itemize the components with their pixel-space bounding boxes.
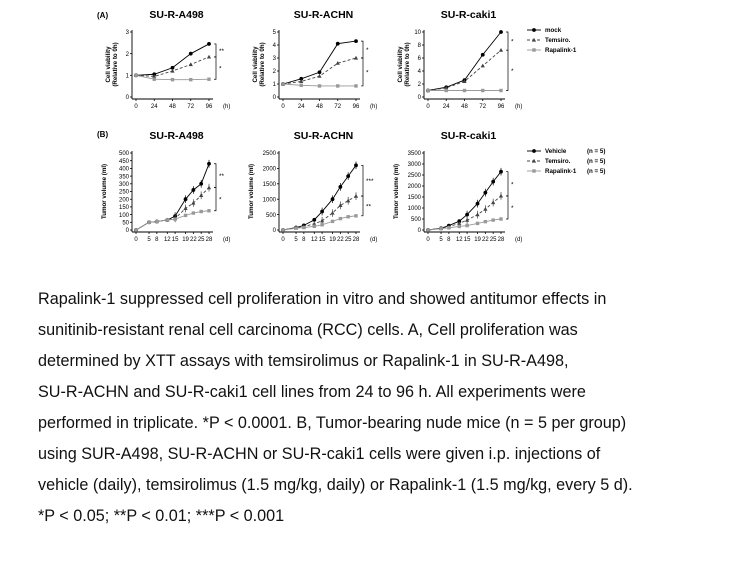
y-axis-label <box>252 42 266 86</box>
x-tick-label: 25 <box>197 237 205 243</box>
data-point <box>155 220 158 223</box>
data-point <box>166 218 169 221</box>
x-tick-label: 0 <box>426 237 430 243</box>
data-point <box>465 224 468 227</box>
data-point <box>189 78 192 81</box>
data-point <box>532 169 535 172</box>
data-point <box>184 214 187 217</box>
data-point <box>346 215 349 218</box>
y-tick-label: 3 <box>125 30 129 37</box>
y-tick-label: 0 <box>125 228 129 235</box>
x-tick-label: 25 <box>344 237 352 243</box>
y-tick-label: 1000 <box>407 206 421 213</box>
data-point <box>354 194 358 198</box>
data-point <box>294 226 297 229</box>
significance-bracket <box>506 50 508 90</box>
x-tick-label: 0 <box>281 104 285 110</box>
chart-panel <box>101 130 230 243</box>
y-tick-label: 2000 <box>407 184 421 191</box>
data-point <box>475 212 479 216</box>
data-point <box>317 74 321 78</box>
y-tick-label: 1 <box>272 82 276 89</box>
data-point <box>318 84 321 87</box>
y-tick-label: 450 <box>118 158 129 165</box>
data-point <box>170 69 174 73</box>
significance-label: ** <box>219 173 225 181</box>
x-axis-label: (d) <box>223 237 231 243</box>
data-point <box>354 56 358 60</box>
significance-label: ** <box>219 47 225 55</box>
series-line <box>136 164 209 230</box>
data-point <box>476 222 479 225</box>
data-point <box>445 89 448 92</box>
data-point <box>336 84 339 87</box>
y-axis-label-line: (Relative to 0h) <box>404 42 411 87</box>
x-tick-label: 96 <box>497 104 505 110</box>
data-point <box>153 78 156 81</box>
data-point <box>281 228 284 231</box>
y-tick-label: 150 <box>118 205 129 212</box>
y-tick-label: 0 <box>272 228 276 235</box>
x-tick-label: 28 <box>205 237 213 243</box>
x-tick-label: 0 <box>281 237 285 243</box>
data-point <box>346 199 350 203</box>
y-tick-label: 0 <box>417 228 421 235</box>
y-axis-label-line: Cell viability <box>105 46 112 83</box>
panel-label-a: (A) <box>97 11 109 20</box>
caption-line: vehicle (daily), temsirolimus (1.5 mg/kg, daily) or Rapalink-1 (1.5 mg/kg, every 5 d). <box>38 476 633 494</box>
y-tick-label: 10 <box>414 30 421 37</box>
x-tick-label: 28 <box>352 237 360 243</box>
y-tick-label: 4 <box>417 69 421 76</box>
y-axis-label <box>397 42 411 86</box>
legend-entry: Temsiro. <box>545 158 571 166</box>
significance-label: * <box>511 204 514 212</box>
data-point <box>199 210 202 213</box>
data-point <box>313 225 316 228</box>
data-point <box>189 52 193 56</box>
caption-line: performed in triplicate. *P < 0.0001. B, Tumor-bearing nude mice (n = 5 per group) <box>38 414 627 432</box>
chart-title: SU-R-A498 <box>149 130 204 142</box>
x-tick-label: 8 <box>302 237 306 243</box>
chart-panel <box>252 9 377 110</box>
y-axis-label <box>393 164 400 219</box>
data-point <box>320 223 323 226</box>
y-axis-label <box>248 164 255 219</box>
y-axis-label-line: Tumor volume (ml) <box>101 163 108 220</box>
significance-label: * <box>366 47 369 55</box>
y-axis-label-line: Tumor volume (ml) <box>248 163 255 220</box>
y-tick-label: 2 <box>417 82 421 89</box>
y-tick-label: 3 <box>272 56 276 63</box>
significance-label: * <box>366 69 369 77</box>
x-tick-label: 0 <box>134 237 138 243</box>
x-tick-label: 19 <box>329 237 336 243</box>
significance-label: ** <box>366 203 372 211</box>
significance-bracket <box>214 188 216 211</box>
data-point <box>354 39 358 43</box>
y-axis-label-line: Cell viability <box>252 46 259 83</box>
significance-label: * <box>219 65 222 73</box>
chart-panel <box>105 9 230 110</box>
y-tick-label: 2000 <box>262 166 276 173</box>
x-tick-label: 5 <box>147 237 151 243</box>
significance-bracket <box>506 196 508 219</box>
data-point <box>491 218 494 221</box>
data-point <box>207 209 210 212</box>
data-point <box>458 225 461 228</box>
data-point <box>134 228 137 231</box>
legend <box>527 148 605 175</box>
y-axis-label-line: Tumor volume (ml) <box>393 163 400 220</box>
caption-line: sunitinib-resistant renal cell carcinoma (RCC) cells. A, Cell proliferation was <box>38 321 578 339</box>
y-tick-label: 4 <box>272 43 276 50</box>
significance-bracket <box>214 164 216 188</box>
data-point <box>207 42 211 46</box>
x-tick-label: 48 <box>316 104 323 110</box>
y-tick-label: 1500 <box>262 182 276 188</box>
data-point <box>476 202 480 206</box>
y-tick-label: 350 <box>118 174 129 181</box>
chart-title: SU-R-ACHN <box>293 130 354 142</box>
data-point <box>439 227 442 230</box>
x-axis-label: (h) <box>515 104 523 110</box>
data-point <box>481 53 485 57</box>
data-point <box>189 62 193 66</box>
y-axis-label-line: Cell viability <box>397 46 404 83</box>
data-point <box>173 218 176 221</box>
legend-entry: Temsiro. <box>545 37 571 45</box>
y-tick-label: 6 <box>417 56 421 63</box>
data-point <box>491 180 495 184</box>
chart-title: SU-R-ACHN <box>293 9 354 21</box>
significance-label: * <box>511 67 514 75</box>
data-point <box>499 30 503 34</box>
x-tick-label: 8 <box>447 237 451 243</box>
chart-title: SU-R-caki1 <box>440 9 497 21</box>
series-line <box>428 196 501 230</box>
x-tick-label: 15 <box>171 237 179 243</box>
y-tick-label: 1000 <box>262 197 276 204</box>
data-point <box>426 228 429 231</box>
data-point <box>447 226 450 229</box>
data-point <box>191 188 195 192</box>
y-tick-label: 3500 <box>407 151 421 158</box>
data-point <box>499 89 502 92</box>
chart-panel <box>397 9 577 110</box>
significance-bracket <box>361 41 363 58</box>
data-point <box>499 170 503 174</box>
legend-count: (n = 5) <box>587 148 606 156</box>
x-tick-label: 19 <box>474 237 481 243</box>
data-point <box>491 200 495 204</box>
data-point <box>465 213 469 217</box>
y-tick-label: 3000 <box>407 162 421 169</box>
data-point <box>134 74 137 77</box>
x-tick-label: 96 <box>205 104 213 110</box>
series-line <box>136 211 209 230</box>
data-point <box>499 194 503 198</box>
x-tick-label: 24 <box>150 104 158 110</box>
x-tick-label: 25 <box>489 237 497 243</box>
data-point <box>300 84 303 87</box>
x-tick-label: 8 <box>155 237 159 243</box>
x-tick-label: 19 <box>182 237 189 243</box>
data-point <box>481 89 484 92</box>
data-point <box>192 211 195 214</box>
x-tick-label: 72 <box>187 104 195 110</box>
data-point <box>463 89 466 92</box>
significance-bracket <box>361 165 363 196</box>
caption-line: SU-R-ACHN and SU-R-caki1 cell lines from 24 to 96 h. All experiments were <box>38 383 586 401</box>
significance-label: * <box>511 38 514 46</box>
x-tick-label: 48 <box>461 104 468 110</box>
x-tick-label: 24 <box>297 104 305 110</box>
significance-bracket <box>506 32 508 50</box>
y-tick-label: 2 <box>125 51 129 58</box>
x-tick-label: 12 <box>310 237 318 243</box>
y-tick-label: 500 <box>118 151 129 158</box>
caption-line: Rapalink-1 suppressed cell proliferation in vitro and showed antitumor effects in <box>38 290 607 308</box>
y-axis-label-line: (Relative to 0h) <box>259 42 266 87</box>
x-tick-label: 0 <box>426 104 430 110</box>
data-point <box>207 55 211 59</box>
data-point <box>207 78 210 81</box>
y-tick-label: 1 <box>125 73 129 80</box>
data-point <box>302 226 305 229</box>
y-tick-label: 500 <box>265 212 276 219</box>
x-tick-label: 12 <box>455 237 463 243</box>
data-point <box>532 48 535 51</box>
x-tick-label: 15 <box>318 237 326 243</box>
significance-label: *** <box>366 178 374 186</box>
significance-label: * <box>219 196 222 204</box>
data-point <box>318 70 322 74</box>
legend-entry: Rapalink-1 <box>545 168 577 176</box>
data-point <box>499 217 502 220</box>
significance-bracket <box>214 57 216 79</box>
y-tick-label: 0 <box>272 95 276 102</box>
data-point <box>532 149 536 153</box>
chart-panel <box>393 130 605 243</box>
legend-count: (n = 5) <box>587 158 606 166</box>
significance-bracket <box>506 172 508 196</box>
y-axis-label <box>101 164 108 219</box>
data-point <box>184 197 188 201</box>
data-point <box>339 217 342 220</box>
charts-root <box>101 9 605 243</box>
series-line <box>283 165 356 230</box>
significance-bracket <box>361 196 363 216</box>
data-point <box>207 185 211 189</box>
legend-entry: Rapalink-1 <box>545 47 577 55</box>
chart-title: SU-R-caki1 <box>440 130 497 142</box>
legend-count: (n = 5) <box>587 168 606 176</box>
y-tick-label: 0 <box>125 95 129 102</box>
data-point <box>338 185 342 189</box>
significance-label: * <box>511 181 514 189</box>
y-tick-label: 500 <box>410 217 421 224</box>
y-tick-label: 400 <box>118 166 129 173</box>
figure <box>0 0 756 270</box>
x-tick-label: 12 <box>163 237 171 243</box>
x-tick-label: 48 <box>169 104 176 110</box>
x-tick-label: 15 <box>463 237 471 243</box>
panel-label-b: (B) <box>97 130 109 139</box>
caption-line: determined by XTT assays with temsirolimus or Rapalink-1 in SU-R-A498, <box>38 352 569 370</box>
x-axis-label: (d) <box>515 237 523 243</box>
figure-caption <box>38 284 738 532</box>
data-point <box>171 78 174 81</box>
x-tick-label: 72 <box>334 104 342 110</box>
y-tick-label: 100 <box>118 212 129 219</box>
data-point <box>346 174 350 178</box>
data-point <box>354 214 357 217</box>
significance-bracket <box>214 44 216 57</box>
data-point <box>484 220 487 223</box>
data-point <box>331 197 335 201</box>
data-point <box>331 220 334 223</box>
data-point <box>532 28 536 32</box>
x-axis-label: (h) <box>223 104 231 110</box>
y-tick-label: 50 <box>122 220 129 227</box>
y-tick-label: 8 <box>417 43 421 50</box>
caption-line: using SUR-A498, SU-R-ACHN or SU-R-caki1 cells were given i.p. injections of <box>38 445 601 463</box>
y-axis-label <box>105 42 119 86</box>
x-tick-label: 5 <box>439 237 443 243</box>
data-point <box>481 64 485 68</box>
y-tick-label: 200 <box>118 197 129 204</box>
y-axis-label-line: (Relative to 0h) <box>112 42 119 87</box>
x-tick-label: 72 <box>479 104 487 110</box>
x-tick-label: 22 <box>337 237 344 243</box>
chart-title: SU-R-A498 <box>149 9 204 21</box>
x-tick-label: 0 <box>134 104 138 110</box>
caption-line: *P < 0.05; **P < 0.01; ***P < 0.001 <box>38 507 285 525</box>
x-tick-label: 24 <box>442 104 450 110</box>
data-point <box>338 203 342 207</box>
data-point <box>199 182 203 186</box>
data-point <box>320 210 324 214</box>
x-tick-label: 22 <box>190 237 197 243</box>
chart-panel <box>248 130 377 243</box>
data-point <box>483 191 487 195</box>
y-tick-label: 2500 <box>262 151 276 158</box>
x-tick-label: 28 <box>497 237 505 243</box>
x-axis-label: (d) <box>370 237 378 243</box>
data-point <box>499 48 503 52</box>
data-point <box>199 193 203 197</box>
y-tick-label: 5 <box>272 30 276 37</box>
x-tick-label: 22 <box>482 237 489 243</box>
data-point <box>207 162 211 166</box>
data-point <box>354 163 358 167</box>
legend-entry: mock <box>545 27 562 35</box>
y-tick-label: 250 <box>118 189 129 196</box>
y-tick-label: 2500 <box>407 173 421 180</box>
legend-entry: Vehicle <box>545 148 567 156</box>
data-point <box>336 42 340 46</box>
data-point <box>483 207 487 211</box>
data-point <box>183 206 187 210</box>
y-tick-label: 0 <box>417 95 421 102</box>
x-tick-label: 96 <box>352 104 360 110</box>
data-point <box>147 221 150 224</box>
x-tick-label: 5 <box>294 237 298 243</box>
significance-bracket <box>361 58 363 86</box>
legend <box>527 27 577 54</box>
y-tick-label: 300 <box>118 182 129 188</box>
y-tick-label: 1500 <box>407 195 421 202</box>
data-point <box>312 218 316 222</box>
data-point <box>281 82 284 85</box>
data-point <box>354 84 357 87</box>
y-tick-label: 2 <box>272 69 276 76</box>
series-line <box>428 50 501 90</box>
data-point <box>426 89 429 92</box>
x-axis-label: (h) <box>370 104 378 110</box>
